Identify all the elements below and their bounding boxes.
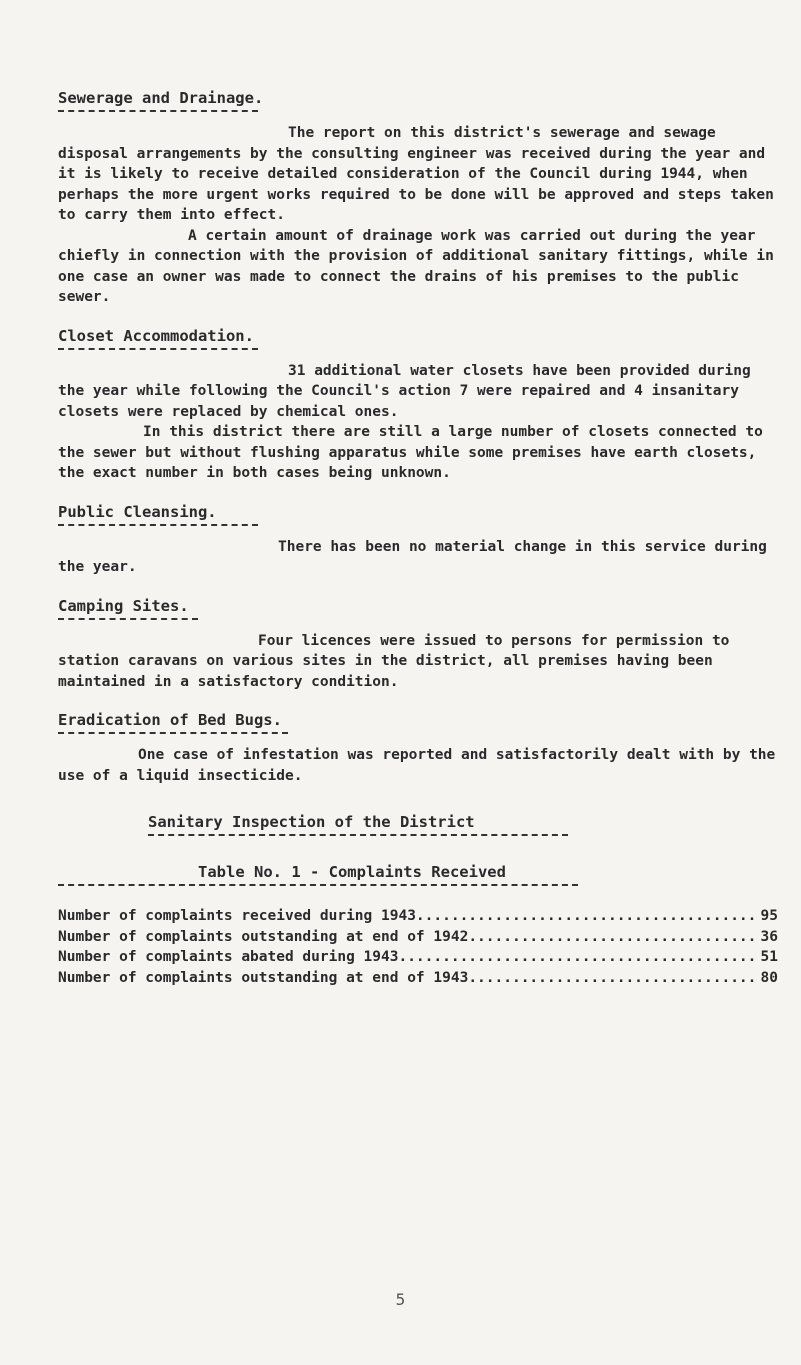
- heading-underline: [58, 732, 288, 737]
- dot-leader: [468, 968, 758, 989]
- table-title: Table No. 1 - Complaints Received: [198, 863, 506, 881]
- row-value: 95: [760, 908, 778, 924]
- heading-underline: [58, 618, 198, 623]
- heading-underline: [58, 524, 258, 529]
- section-heading: Camping Sites.: [58, 596, 189, 615]
- paragraph: One case of infestation was reported and satisfactorily dealt with by the use of a liquid insecticide.: [58, 747, 785, 784]
- row-label: Number of complaints outstanding at end of 1943: [58, 969, 469, 986]
- row-label: Number of complaints received during 1943: [58, 908, 416, 924]
- dot-leader: [468, 927, 758, 948]
- row-value: 80: [760, 969, 778, 986]
- paragraph: In this district there are still a large number of closets connected to the sewer but without flushing apparatus while some premises have earth closets, the exact number in both cases being unknown.: [58, 424, 772, 481]
- complaints-table: [58, 906, 778, 988]
- row-value: 36: [760, 928, 778, 945]
- dot-leader: [398, 947, 758, 968]
- table-row: [58, 906, 778, 927]
- paragraph: The report on this district's sewerage and sewage disposal arrangements by the consulting engineer was received during the year and it is likely to receive detailed consideration of the Council during 1944, when perhaps the more urgent works required to be done will be approved and steps taken to carry them into effect.: [58, 125, 783, 223]
- section-camping-sites: [58, 596, 778, 693]
- row-label: Number of complaints abated during 1943: [58, 949, 399, 965]
- row-value: 51: [760, 949, 778, 965]
- section-closets: [58, 326, 778, 484]
- row-label: Number of complaints outstanding at end of 1942: [58, 928, 469, 945]
- section-sewerage: [58, 88, 783, 308]
- section-heading: Public Cleansing.: [58, 502, 217, 521]
- table-row: [58, 927, 778, 948]
- section-heading: Eradication of Bed Bugs.: [58, 711, 282, 729]
- paragraph: There has been no material change in this service during the year.: [58, 538, 776, 575]
- section-heading: Sewerage and Drainage.: [58, 89, 264, 107]
- section-sanitary-inspection: [58, 812, 778, 988]
- heading-underline: [58, 110, 258, 115]
- heading-underline: [58, 348, 258, 353]
- dot-leader: [416, 906, 759, 927]
- paragraph: Four licences were issued to persons for permission to station caravans on various sites in the district, all premises having been maintained in a satisfactory condition.: [58, 632, 739, 690]
- section-bed-bugs: [58, 710, 785, 786]
- page-number: 5: [395, 1290, 406, 1309]
- section-heading: Sanitary Inspection of the District: [148, 813, 475, 831]
- table-row: [58, 968, 778, 989]
- section-heading: Closet Accommodation.: [58, 326, 254, 345]
- paragraph: 31 additional water closets have been provided during the year while following the Council's action 7 were repaired and 4 insanitary closets were replaced by chemical ones.: [58, 362, 760, 420]
- document-page: [58, 88, 785, 988]
- table-title-underline: [58, 884, 578, 886]
- heading-underline: [148, 834, 568, 836]
- section-public-cleansing: [58, 502, 778, 578]
- table-row: [58, 947, 778, 968]
- paragraph: A certain amount of drainage work was carried out during the year chiefly in connection with the provision of additional sanitary fittings, while in one case an owner was made to connect the drains of his premises to the public sewer.: [58, 227, 783, 305]
